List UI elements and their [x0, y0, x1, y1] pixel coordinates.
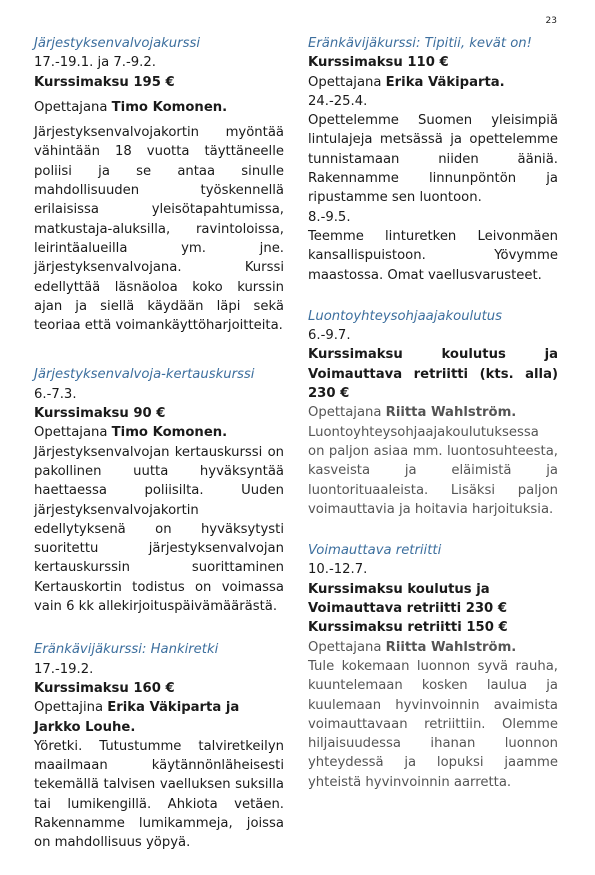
course-description: Yöretki. Tutustumme talviretkeilyn maailmaan käytännönläheisesti tekemällä talvisen vaelluksen suksilla tai lumikengillä. Ahkiota vetäen. Rakennamme lumikammeja, joissa on mahdollisuus yöpyä. — [34, 738, 284, 851]
course-dates: 10.-12.7. — [308, 562, 368, 578]
course-teacher: Opettajana Timo Komonen. — [34, 425, 228, 441]
course-teacher: Opettajana Riitta Wahlström. — [308, 639, 517, 655]
page-number: 23 — [545, 16, 557, 26]
course-luontoyhteys — [308, 307, 558, 519]
course-teacher: Opettajina Erika Väkiparta ja Jarkko Louhe. — [34, 700, 240, 735]
course-dates: 6.-9.7. — [308, 328, 351, 344]
course-teacher: Opettajana Timo Komonen. — [34, 99, 228, 115]
course-fee: Kurssimaksu koulutus ja Voimauttava retriitti 230 € — [308, 581, 507, 617]
course-dates: 24.-25.4. — [308, 93, 368, 109]
course-fee: Kurssimaksu 195 € — [34, 74, 175, 90]
course-teacher: Opettajana Erika Väkiparta. — [308, 74, 505, 90]
course-title: Eränkävijäkurssi: Hankiretki — [34, 642, 219, 658]
left-column — [34, 34, 284, 875]
course-description: Järjestyksenvalvojakortin myöntää vähintään 18 vuotta täyttäneelle poliisi ja se antaa sinulle mahdollisuuden työskennellä erilaisissa yleisötapahtumissa, matkustaja-aluksilla, ravintoloissa, leirintäalueilla ym. jne. järjestyksenvalvojana. Kurssi edellyttää läsnäoloa koko kurssin ajan ja siellä käydään läpi sekä teoriaa että voimankäyttöharjoitteita. — [34, 125, 284, 334]
course-dates: 17.-19.1. ja 7.-9.2. — [34, 55, 156, 71]
course-description: Teemme linturetken Leivonmäen kansallispuistoon. Yövymme maastossa. Omat vaellusvarusteet. — [308, 228, 558, 283]
course-dates: 6.-7.3. — [34, 386, 77, 402]
course-description: Luontoyhteysohjaajakoulutuksessa on paljon asiaa mm. luontosuhteesta, kasveista ja eläimistä ja luontorituaaleista. Lisäksi paljon voimauttavia ja hoitavia harjoituksia. — [308, 424, 558, 517]
course-title: Järjestyksenvalvoja-kertauskurssi — [34, 367, 255, 383]
course-fee: Kurssimaksu 90 € — [34, 406, 166, 422]
course-jv-kertaus — [34, 365, 284, 616]
course-fee: Kurssimaksu 110 € — [308, 55, 449, 71]
course-teacher: Opettajana Riitta Wahlström. — [308, 405, 517, 421]
course-fee-retreat: Kurssimaksu retriitti 150 € — [308, 620, 508, 636]
course-dates: 8.-9.5. — [308, 209, 351, 225]
course-title: Eränkävijäkurssi: Tipitii, kevät on! — [308, 36, 532, 51]
course-description: Opettelemme Suomen yleisimpiä lintulajeja metsässä ja opettelemme tunnistamaan niiden ääniä. Rakennamme linnunpöntön ja ripustamme sen luontoon. — [308, 113, 558, 206]
course-fee: Kurssimaksu koulutus ja Voimauttava retriitti (kts. alla) 230 € — [308, 347, 558, 402]
course-title: Järjestyksenvalvojakurssi — [34, 36, 200, 51]
course-retriitti — [308, 541, 558, 792]
right-column — [308, 34, 558, 814]
course-title: Voimauttava retriitti — [308, 543, 442, 559]
course-fee: Kurssimaksu 160 € — [34, 680, 175, 696]
course-tipitii — [308, 34, 558, 285]
course-title: Luontoyhteysohjaajakoulutus — [308, 308, 502, 324]
course-jv — [34, 34, 284, 335]
course-dates: 17.-19.2. — [34, 661, 94, 677]
course-description: Tule kokemaan luonnon syvä rauha, kuuntelemaan kosken laulua ja kuulemaan hyvinvoinnin avaimista voimauttavaan retriittiin. Olemme hiljaisuudessa ihanan luonnon yhteydessä ja lopuksi jaamme yhteistä hyvinvoinnin aarretta. — [308, 658, 558, 790]
course-hankiretki — [34, 640, 284, 852]
course-description: Järjestyksenvalvojan kertauskurssi on pakollinen uutta hyväksyntää haettaessa poliisilta. Uuden järjestyksenvalvojakortin edellytyksenä on hyväksytysti suoritettu järjestyksenvalvojan kertauskurssin suorittaminen Kertauskortin todistus on voimassa vain 6 kk allekirjoituspäivämäärästä. — [34, 444, 284, 615]
